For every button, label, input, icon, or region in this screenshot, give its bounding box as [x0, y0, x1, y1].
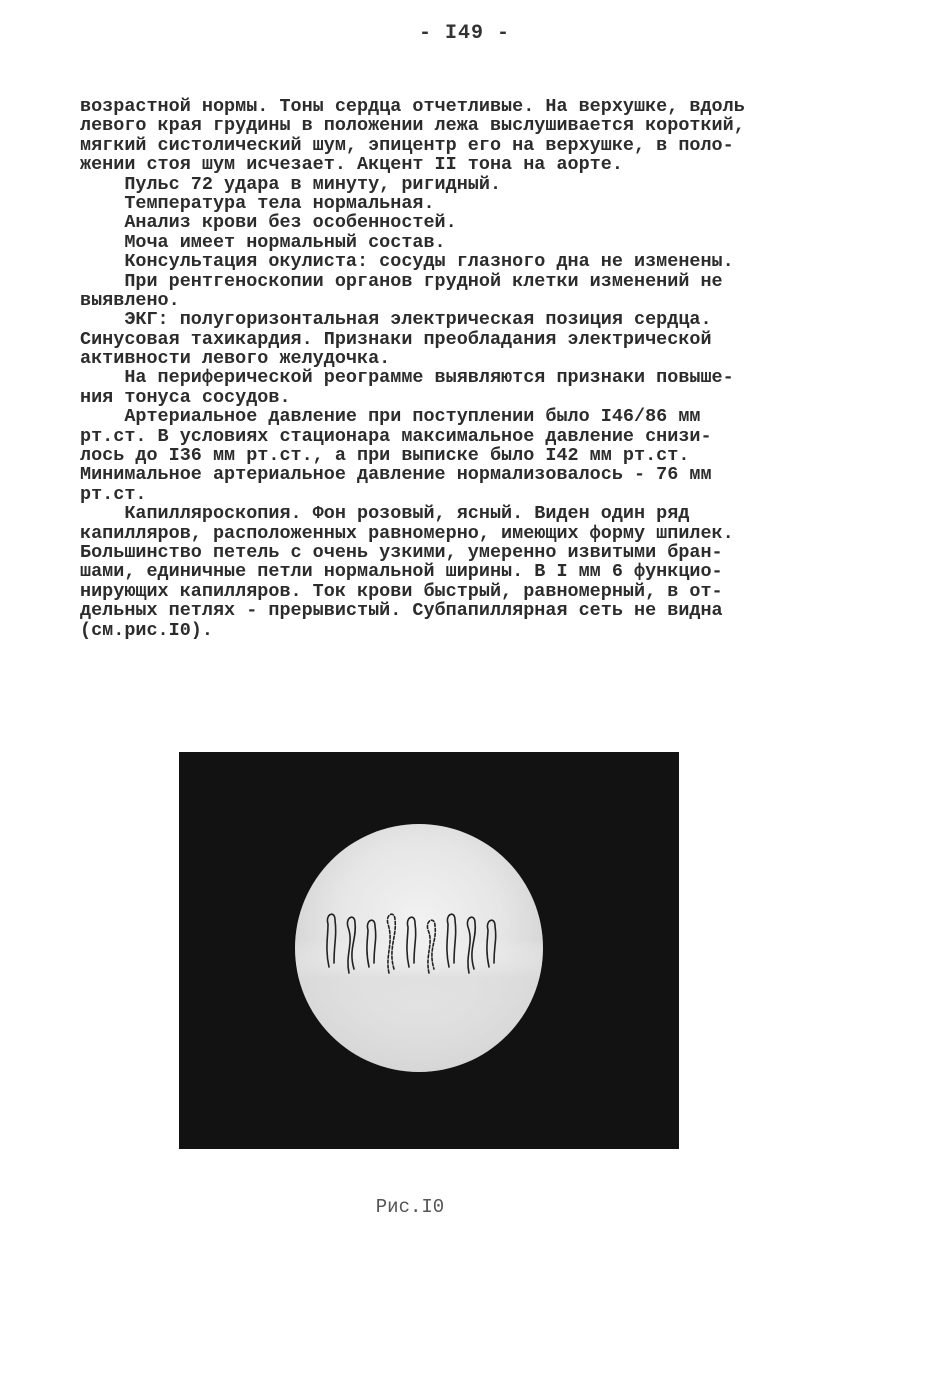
text-line: левого края грудины в положении лежа выслушивается короткий, — [80, 115, 745, 137]
text-line: Пульс 72 удара в минуту, ригидный. — [80, 173, 502, 195]
text-line: ЭКГ: полугоризонтальная электрическая позиция сердца. — [80, 309, 712, 331]
text-line: дельных петлях - прерывистый. Субпапиллярная сеть не видна — [80, 600, 723, 622]
text-line: Капилляроскопия. Фон розовый, ясный. Виден один ряд — [80, 503, 690, 525]
text-line: лось до I36 мм рт.ст., а при выписке было I42 мм рт.ст. — [80, 445, 690, 467]
microscope-field-image — [179, 752, 679, 1149]
text-line: (см.рис.I0). — [80, 619, 213, 641]
text-line: ния тонуса сосудов. — [80, 386, 291, 408]
text-line: капилляров, расположенных равномерно, имеющих форму шпилек. — [80, 522, 734, 544]
text-line: жении стоя шум исчезает. Акцент II тона на аорте. — [80, 154, 623, 176]
text-line: Минимальное артериальное давление нормализовалось - 76 мм — [80, 464, 712, 486]
text-line: Большинство петель с очень узкими, умеренно извитыми бран- — [80, 541, 723, 563]
page-number: - I49 - — [418, 22, 510, 45]
text-line: Синусовая тахикардия. Признаки преобладания электрической — [80, 328, 712, 350]
body-text — [80, 97, 840, 640]
text-line: Температура тела нормальная. — [80, 192, 435, 214]
text-line: Анализ крови без особенностей. — [80, 212, 457, 234]
text-line: Моча имеет нормальный состав. — [80, 231, 446, 253]
capillaroscopy-figure — [179, 752, 679, 1149]
text-line: шами, единичные петли нормальной ширины. В I мм 6 функцио- — [80, 561, 723, 583]
text-line: рт.ст. — [80, 483, 147, 505]
text-line: рт.ст. В условиях стационара максимальное давление снизи- — [80, 425, 712, 447]
text-line: При рентгеноскопии органов грудной клетки изменений не — [80, 270, 723, 292]
figure-caption: Рис.I0 — [375, 1196, 445, 1218]
text-line: На периферической реограмме выявляются признаки повыше- — [80, 367, 734, 389]
text-line: активности левого желудочка. — [80, 348, 391, 370]
text-line: Артериальное давление при поступлении было I46/86 мм — [80, 406, 701, 428]
text-line: выявлено. — [80, 289, 180, 311]
text-line: Консультация окулиста: сосуды глазного дна не изменены. — [80, 251, 734, 273]
text-line: мягкий систолический шум, эпицентр его на верхушке, в поло- — [80, 134, 734, 156]
text-line: нирующих капилляров. Ток крови быстрый, равномерный, в от- — [80, 580, 723, 602]
text-line: возрастной нормы. Тоны сердца отчетливые. На верхушке, вдоль — [80, 96, 745, 117]
